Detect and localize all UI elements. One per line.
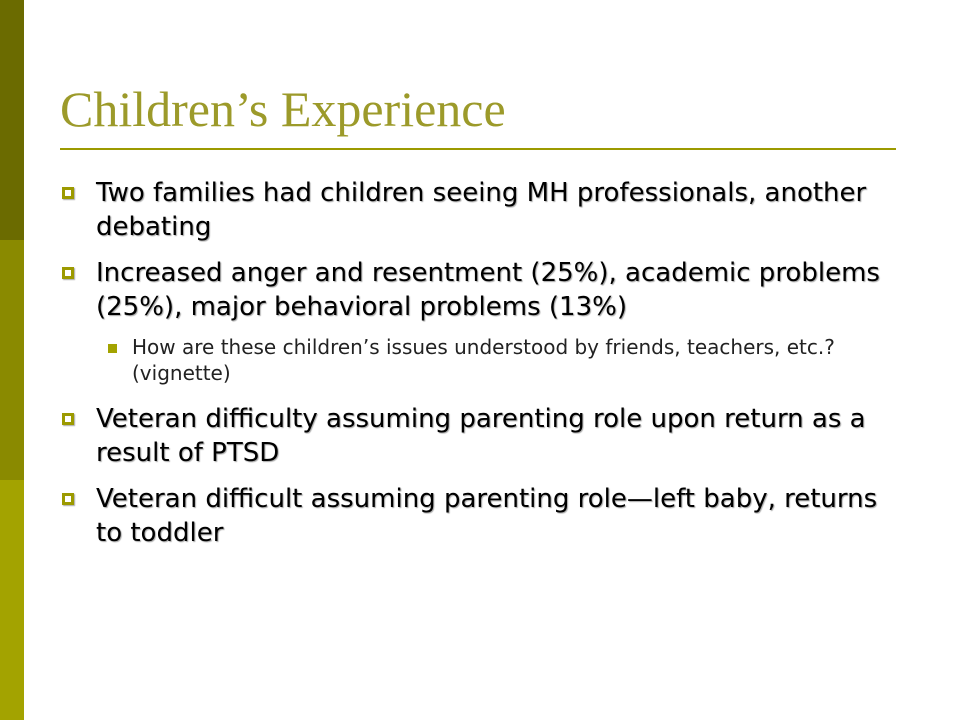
bullet-text: Veteran difficulty assuming parenting role upon return as a result of PTSD — [96, 404, 866, 468]
hollow-square-bullet-icon — [62, 413, 74, 425]
bullet-item — [60, 176, 900, 244]
bullet-text: Veteran difficult assuming parenting role—left baby, returns to toddler — [96, 484, 878, 548]
bullet-text: Two families had children seeing MH professionals, another debating — [96, 178, 867, 242]
sub-bullet-item — [60, 334, 900, 386]
hollow-square-bullet-icon — [62, 493, 74, 505]
hollow-square-bullet-icon — [62, 267, 74, 279]
filled-square-bullet-icon — [108, 344, 117, 353]
bullet-item — [60, 256, 900, 324]
side-bar-segment-dark — [0, 0, 24, 240]
slide-content — [60, 176, 900, 562]
bullet-text: Increased anger and resentment (25%), academic problems (25%), major behavioral problems (13%) — [96, 258, 880, 322]
side-bar-segment-mid — [0, 240, 24, 480]
side-bar-segment-light — [0, 480, 24, 720]
bullet-item — [60, 482, 900, 550]
slide-title: Children’s Experience — [60, 81, 506, 137]
sub-bullet-text: How are these children’s issues understood by friends, teachers, etc.? (vignette) — [132, 335, 835, 385]
side-decoration-bar — [0, 0, 24, 720]
title-underline — [60, 148, 896, 150]
hollow-square-bullet-icon — [62, 187, 74, 199]
bullet-item — [60, 402, 900, 470]
